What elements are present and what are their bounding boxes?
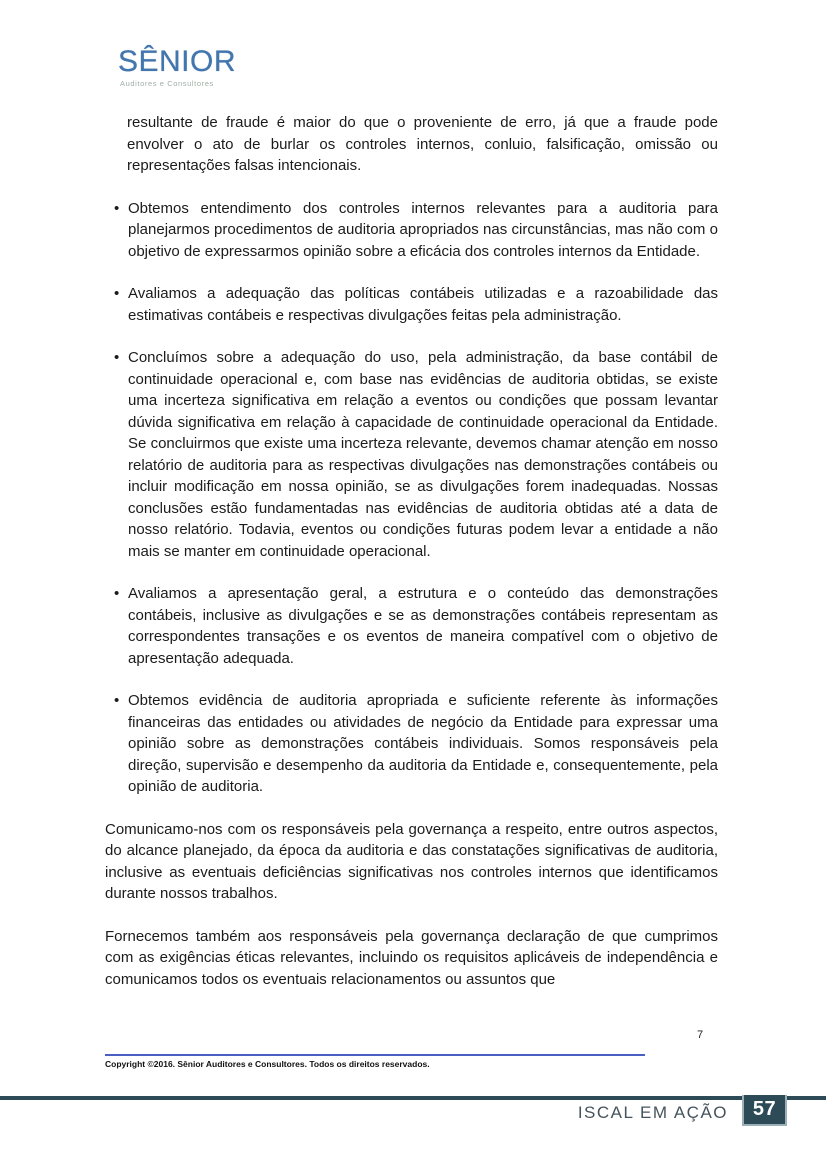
issue-number: 57: [752, 1098, 777, 1120]
bullet-item-4: • Avaliamos a apresentação geral, a estrutura e o conteúdo das demonstrações contábeis, inclusive as divulgações e se as demonstrações contábeis representam as correspondentes transações e os eventos de maneira compatível com o objetivo de apresentação adequada.: [105, 583, 718, 669]
bullet-item-2: • Avaliamos a adequação das políticas contábeis utilizadas e a razoabilidade das estimativas contábeis e respectivas divulgações feitas pela administração.: [105, 283, 718, 326]
bottom-bar-rule: [0, 1096, 826, 1100]
footer-divider-line: [105, 1054, 645, 1056]
closing-paragraph-2: Fornecemos também aos responsáveis pela governança declaração de que cumprimos com as exigências éticas relevantes, incluindo os requisitos aplicáveis de independência e comunicamos todos os eventuais relacionamentos ou assuntos que: [105, 927, 718, 988]
page-number: 7: [697, 1029, 704, 1041]
bullet-item-3: • Concluímos sobre a adequação do uso, pela administração, da base contábil de continuidade operacional e, com base nas evidências de auditoria obtidas, se existe uma incerteza significativa em relação a eventos ou condições que possam levantar dúvida significativa em relação à capacidade de continuidade operacional da Entidade. Se concluirmos que existe uma incerteza relevante, devemos chamar atenção em nosso relatório de auditoria para as respectivas divulgações nas demonstrações contábeis ou incluir modificação em nossa opinião, se as divulgações forem inadequadas. Nossas conclusões estão fundamentadas nas evidências de auditoria obtidas até a data de nosso relatório. Todavia, eventos ou condições futuras podem levar a entidade a não mais se manter em continuidade operacional.: [105, 347, 718, 562]
bullet-list: [105, 198, 718, 798]
bullet-item-5: • Obtemos evidência de auditoria apropriada e suficiente referente às informações financeiras das entidades ou atividades de negócio da Entidade para expressar uma opinião sobre as demonstrações contábeis individuais. Somos responsáveis pela direção, supervisão e desempenho da auditoria da Entidade e, consequentemente, pela opinião de auditoria.: [105, 690, 718, 798]
document-body: [105, 112, 718, 1011]
bullet-item-1: • Obtemos entendimento dos controles internos relevantes para a auditoria para planejarmos procedimentos de auditoria apropriados nas circunstâncias, mas não com o objetivo de expressarmos opinião sobre a eficácia dos controles internos da Entidade.: [105, 198, 718, 263]
journal-bottom-bar: [0, 1096, 826, 1142]
issue-number-box: [742, 1095, 787, 1126]
closing-paragraph-1: Comunicamo-nos com os responsáveis pela governança a respeito, entre outros aspectos, do alcance planejado, da época da auditoria e das constatações significativas de auditoria, inclusive as eventuais deficiências significativas nos controles internos que identificamos durante nossos trabalhos.: [105, 820, 718, 902]
copyright-text: Copyright ©2016. Sênior Auditores e Consultores. Todos os direitos reservados.: [105, 1059, 430, 1069]
intro-paragraph: resultante de fraude é maior do que o proveniente de erro, já que a fraude pode envolver o ato de burlar os controles internos, conluio, falsificação, omissão ou representações falsas intencionais.: [127, 114, 718, 174]
company-logo: [118, 46, 268, 88]
logo-subtitle: Auditores e Consultores: [120, 79, 214, 88]
page-footer: [105, 1054, 718, 1069]
logo-title: SÊNIOR: [118, 45, 237, 78]
journal-name: ISCAL EM AÇÃO: [577, 1103, 728, 1122]
